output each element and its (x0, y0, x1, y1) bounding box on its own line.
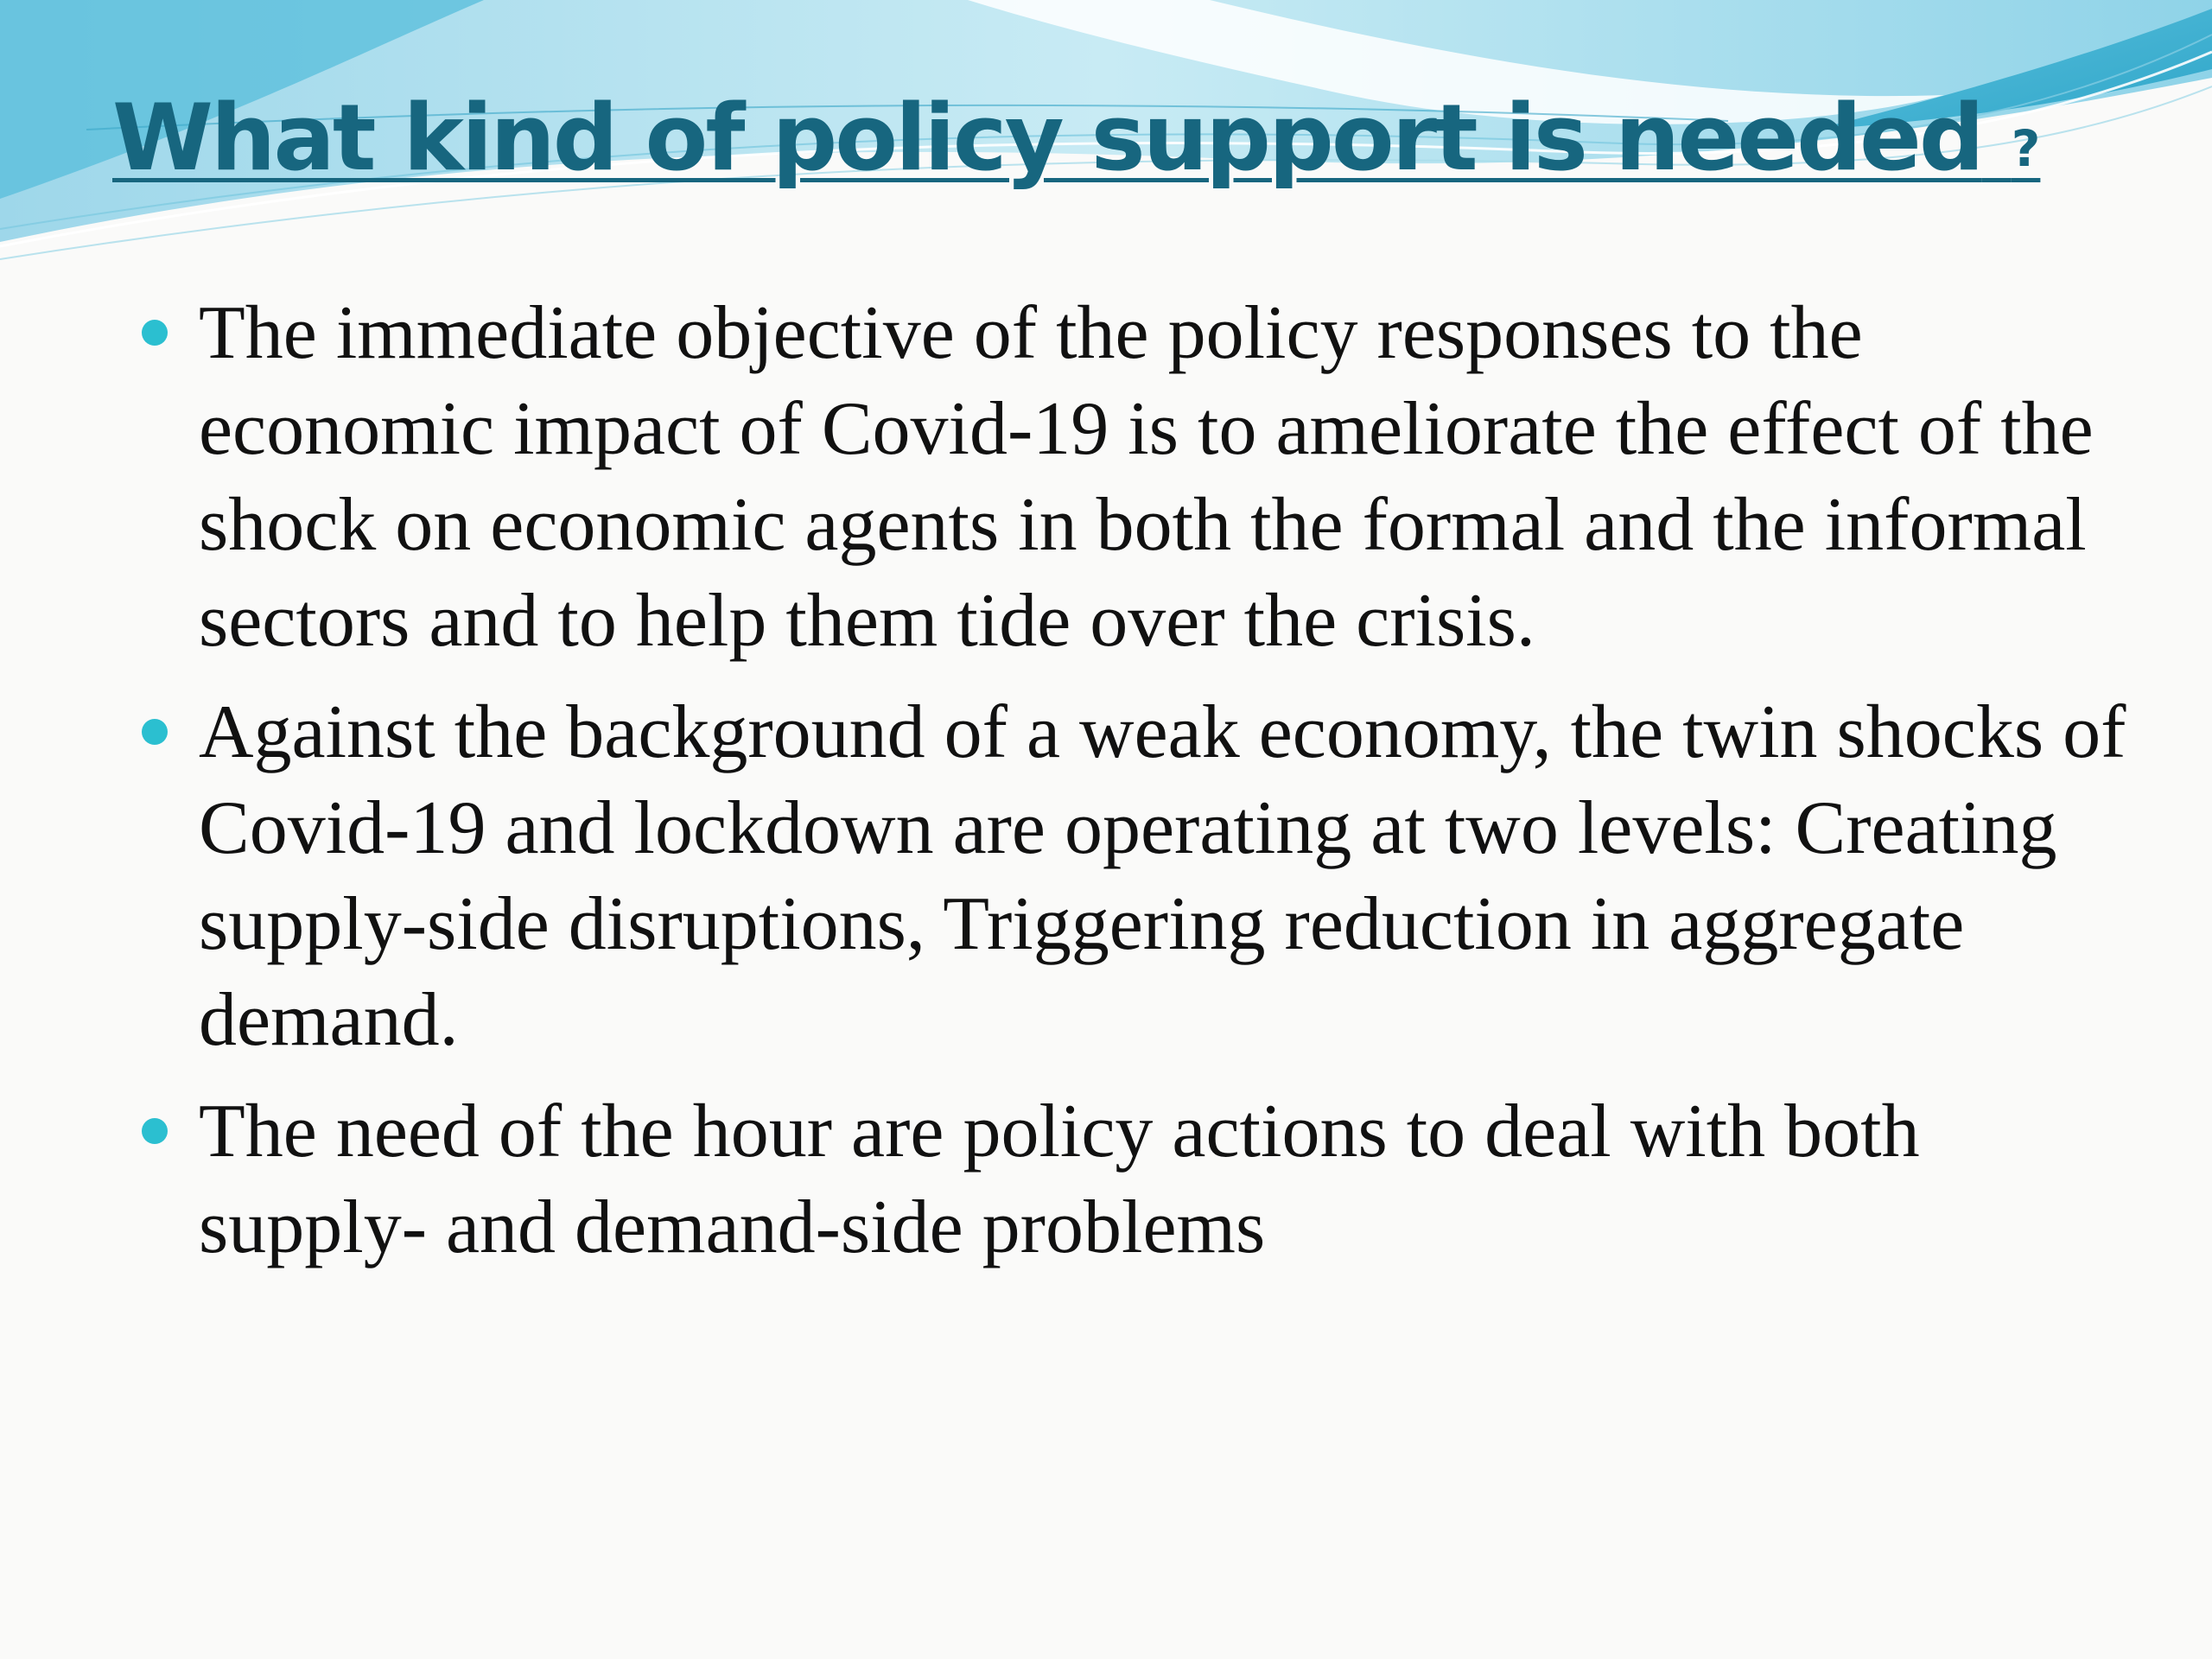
bullet-text: Against the background of a weak economy, the twin shocks of Covid-19 and lockdown are operating at two levels: Creating supply-side disruptions, Triggering reduction in aggregate demand. (199, 690, 2126, 1062)
slide-title-text: What kind of policy support is needed (112, 85, 1982, 191)
bullet-text: The need of the hour are policy actions to deal with both supply- and demand-side problems (199, 1090, 1920, 1269)
bullet-list (199, 285, 2152, 1291)
bullet-text: The immediate objective of the policy responses to the economic impact of Covid-19 is to ameliorate the effect of the shock on economic agents in both the formal and the informal sectors and to help them tide over the crisis. (199, 291, 2094, 663)
bullet-item (199, 684, 2152, 1068)
slide-title (112, 82, 2040, 205)
bullet-item (199, 285, 2152, 669)
slide-title-question-mark: ? (2011, 119, 2041, 178)
bullet-marker-icon (142, 1118, 168, 1144)
bullet-marker-icon (142, 320, 168, 346)
bullet-marker-icon (142, 719, 168, 745)
bullet-item (199, 1084, 2152, 1275)
